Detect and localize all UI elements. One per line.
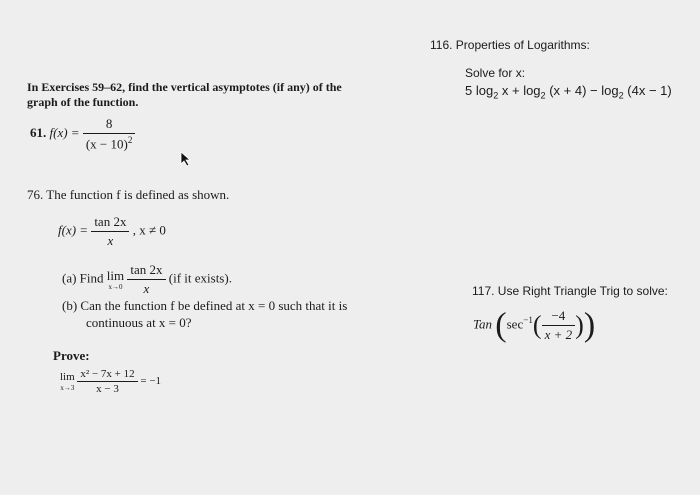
ex117-expression: Tan ($\sec^{-1}$( $\frac{-4}{x + 2}$ ))	[473, 306, 596, 344]
ex76-part-b-line1: (b) Can the function f be defined at x = 0 such that it is	[62, 298, 348, 313]
ex59-intro-line2: graph of the function.	[27, 95, 139, 109]
prove-title: Prove:	[53, 348, 90, 363]
ex116-prompt: Solve for x:	[465, 66, 526, 80]
ex116-title: 116. Properties of Logarithms:	[430, 38, 590, 52]
prove-limit: lim x→3 $\frac{\text{x² − 7x + 12}}{x - 3}$ = −1	[60, 368, 162, 395]
mouse-cursor-icon	[180, 151, 192, 172]
ex76-title: 76. The function f is defined as shown.	[27, 187, 230, 202]
ex61-problem: 61. f(x) = $\frac{8}{(x - 10)^2}$	[30, 116, 135, 152]
ex76-part-b-line2: continuous at x = 0?	[86, 315, 192, 330]
ex76-function: f(x) = $\frac{\tan 2x}{x}$ , x ≠ 0	[58, 214, 166, 248]
ex59-intro-line1: In Exercises 59–62, find the vertical asymptotes (if any) of the	[27, 80, 342, 94]
ex61-fraction: $\frac{8}{(x - 10)^2}$	[83, 116, 136, 152]
ex116-equation: 5 $\log_2 x + \log_2 (x + 4) - \log_2 (4x - 1)$	[465, 83, 672, 101]
ex76-part-a: (a) Find lim x→0 $\frac{\tan 2x}{x}$ (if it exists).	[62, 262, 232, 296]
ex117-title: 117. Use Right Triangle Trig to solve:	[472, 284, 668, 298]
